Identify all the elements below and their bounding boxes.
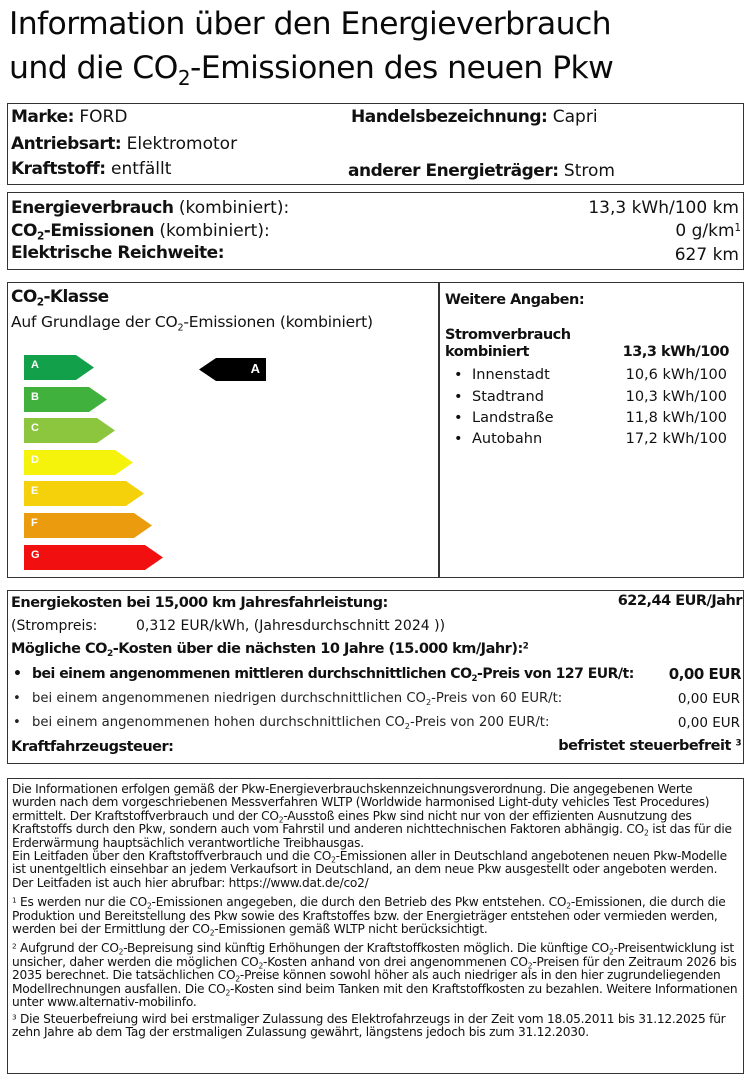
energieverbrauch-row: Energieverbrauch (kombiniert):	[11, 198, 290, 218]
antriebsart-value: Elektromotor	[126, 134, 238, 154]
list-item-landstrasse-value: 11,8 kWh/100	[625, 410, 727, 426]
handelsbezeichnung-value: Capri	[552, 107, 598, 127]
footnote-2: $^2$ Aufgrund der $CO_2$-Bepreisung sind künftig Erhöhungen der Kraftstoffkosten möglich. Die künftige $CO_2$-Preisentwicklung ist unsicher, daher werden die möglichen $CO_2$-Kosten anhand von drei angenommenen $CO_2$-Preisen für den Zeitraum 2026 bis 2035 berechnet. Die tatsächlichen $CO_2$-Preise können sowohl höher als auch niedriger als in den hier zugrundeliegenden Modellrechnungen ausfallen. Die $CO_2$-Kosten sind beim Tanken mit den Kraftstoffkosten zu bezahlen. Weitere Informationen unter www.alternativ-mobilinfo.	[12, 941, 738, 1010]
class-bar-d: D	[24, 450, 133, 475]
list-item-autobahn-value: 17,2 kWh/100	[625, 431, 727, 447]
kraftstoff-row: Kraftstoff: entfällt	[11, 159, 172, 179]
kraftstoff-value: entfällt	[110, 159, 172, 179]
note-paragraph-1: Die Informationen erfolgen gemäß der Pkw-Energieverbrauchskennzeichnungsverordnung. Die angegebenen Werte wurden nach dem vorgeschriebenen Messverfahren WLTP (Worldwide harmonised Light-duty vehicles Test Procedures) ermittelt. Der Kraftstoffverbrauch und der $CO_2$-Ausstoß eines Pkw sind nicht nur von der effizienten Ausnutzung des Kraftstoffs durch den Pkw, sondern auch vom Fahrstil und anderen nichttechnischen Faktoren abhängig. $CO_2$ ist das für die Erderwärmung hauptsächlich verantwortliche Treibhausgas.	[12, 782, 732, 850]
strompreis-row: (Strompreis: 0,312 EUR/kWh, (Jahresdurchschnitt 2024 ))	[11, 618, 446, 634]
footnote-3: $^3$ Die Steuerbefreiung wird bei erstmaliger Zulassung des Elektrofahrzeugs in der Zeit vom 18.05.2011 bis 31.12.2025 für zehn Jahre ab dem Tag der erstmaligen Zulassung gewährt, längstens jedoch bis zum 31.12.2030.	[12, 1011, 726, 1039]
legal-notes-box	[7, 778, 744, 1074]
scenario-niedrig: • bei einem angenommenen niedrigen durchschnittlichen $CO_2$-Preis von 60 EUR/t:	[13, 691, 563, 707]
marke-row: Marke: FORD	[11, 107, 128, 127]
costs-box	[7, 590, 744, 764]
list-item-stadtrand-value: 10,3 kWh/100	[625, 389, 727, 405]
co2-emissionen-value: 0 g/km$^1$	[675, 221, 741, 241]
list-item-stadtrand: • Stadtrand	[454, 389, 544, 405]
scenario-mittel-value: 0,00 EUR	[668, 665, 741, 683]
co2-class-title: $CO_2$-Klasse	[11, 287, 109, 309]
note-paragraph-2: Ein Leitfaden über den Kraftstoffverbrauch und die $CO_2$-Emissionen aller in Deutschland angebotenen neuen Pkw-Modelle ist unentgeltlich einsehbar an jedem Verkaufsort in Deutschland, an dem neue Pkw ausgestellt oder angeboten werden. Der Leitfaden ist auch hier abrufbar: https://www.dat.de/co2/	[12, 849, 727, 890]
list-item-innenstadt-value: 10,6 kWh/100	[625, 367, 727, 383]
kfz-steuer-value: befristet steuerbefreit $^3$	[558, 738, 741, 754]
energiekosten-label: Energiekosten bei 15,000 km Jahresfahrleistung:	[11, 595, 388, 611]
list-item-landstrasse: • Landstraße	[454, 410, 554, 426]
list-item-innenstadt: • Innenstadt	[454, 367, 550, 383]
weitere-angaben-title: Weitere Angaben:	[445, 292, 585, 308]
scenario-niedrig-value: 0,00 EUR	[677, 691, 740, 707]
reichweite-row: Elektrische Reichweite:	[11, 243, 225, 263]
class-bar-e: E	[24, 481, 144, 506]
energiekosten-value: 622,44 EUR/Jahr	[617, 593, 742, 609]
strompreis-value: 0,312 EUR/kWh, (Jahresdurchschnitt 2024 ))	[136, 618, 446, 634]
stromverbrauch-value: 13,3 kWh/100	[622, 344, 729, 360]
selected-class-indicator: A	[199, 358, 266, 381]
class-bar-g: G	[24, 545, 163, 570]
vehicle-info-box	[7, 103, 744, 185]
antriebsart-row: Antriebsart: Elektromotor	[11, 134, 238, 154]
handelsbezeichnung-row: Handelsbezeichnung: Capri	[351, 107, 598, 127]
page-title	[9, 2, 749, 90]
reichweite-value: 627 km	[674, 245, 739, 265]
list-item-autobahn: • Autobahn	[454, 431, 543, 447]
class-bar-a: A	[24, 355, 94, 380]
title-line-2: und die $CO_2$-Emissionen des neuen Pkw	[9, 50, 614, 90]
scenario-hoch-value: 0,00 EUR	[677, 715, 740, 731]
weitere-angaben-box	[439, 282, 744, 578]
energietraeger-value: Strom	[563, 161, 615, 181]
title-line-1: Information über den Energieverbrauch	[9, 6, 612, 42]
class-bar-b: B	[24, 387, 107, 412]
scenario-hoch: • bei einem angenommenen hohen durchschnittlichen $CO_2$-Preis von 200 EUR/t:	[13, 715, 550, 731]
scenario-mittel: • bei einem angenommenen mittleren durchschnittlichen $CO_2$-Preis von 127 EUR/t:	[13, 666, 634, 685]
class-bar-f: F	[24, 513, 152, 538]
co2-class-subtitle: Auf Grundlage der $CO_2$-Emissionen (kombiniert)	[11, 313, 373, 334]
kfz-steuer-label: Kraftfahrzeugsteuer:	[11, 739, 174, 755]
stromverbrauch-label: Stromverbrauch kombiniert	[445, 327, 571, 360]
marke-value: FORD	[79, 107, 128, 127]
co2-emissionen-row: $CO_2$-Emissionen (kombiniert):	[11, 221, 270, 243]
consumption-box	[7, 192, 744, 270]
footnote-1: $^1$ Es werden nur die $CO_2$-Emissionen angegeben, die durch den Betrieb des Pkw entstehen. $CO_2$-Emissionen, die durch die Produktion und Bereitstellung des Pkw sowie des Kraftstoffes bzw. der Energieträger entstehen oder vermieden werden, werden bei der Ermittlung der $CO_2$-Emissionen gemäß WLTP nicht berücksichtigt.	[12, 895, 726, 938]
energietraeger-row: anderer Energieträger: Strom	[348, 161, 615, 181]
co2-kosten-heading: Mögliche $CO_2$-Kosten über die nächsten 10 Jahre (15.000 km/Jahr):$^2$	[11, 641, 529, 660]
class-bar-c: C	[24, 418, 115, 443]
energieverbrauch-value: 13,3 kWh/100 km	[588, 198, 739, 218]
